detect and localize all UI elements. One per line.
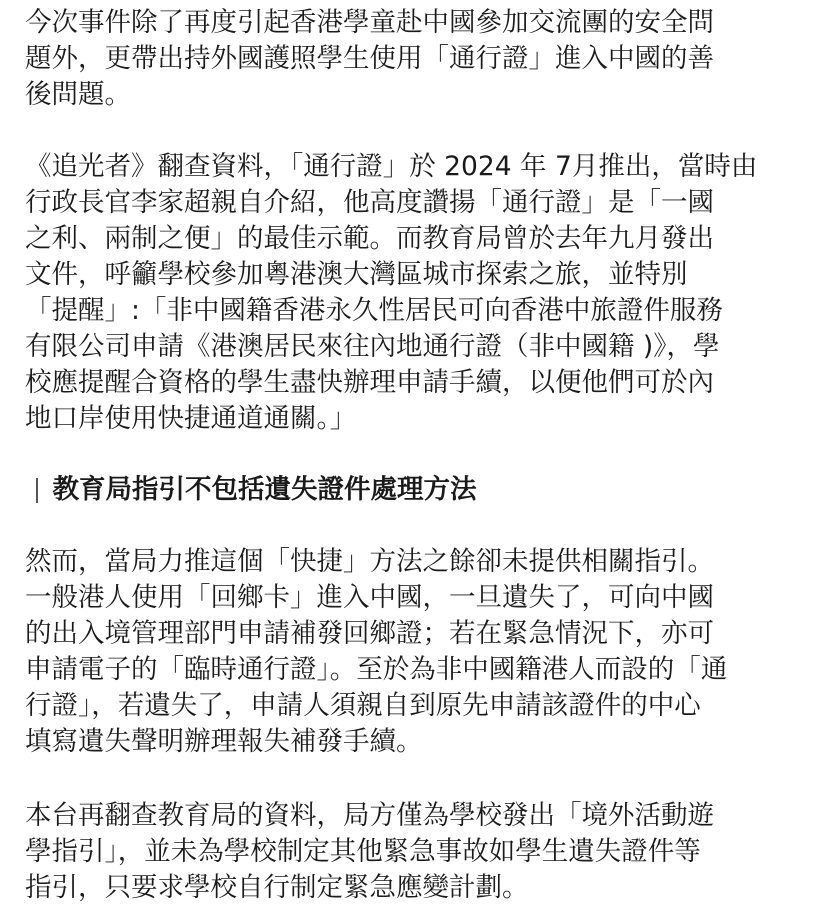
heading-bar-marker	[36, 478, 38, 503]
paragraph-lost-document	[25, 544, 727, 760]
text-line: 有限公司申請《港澳居民來往內地通行證（非中國籍 )》，學	[25, 331, 720, 362]
text-line: 《追光者》翻查資料，「通行證」於 2024 年 7月推出，當時由	[25, 151, 758, 182]
text-line: 然而，當局力推這個「快捷」方法之餘卻未提供相關指引。	[25, 546, 714, 577]
text-line: 指引，只要求學校自行制定緊急應變計劃。	[25, 872, 529, 903]
text-line: 行政長官李家超親自介紹，他高度讚揚「通行證」是「一國	[25, 187, 714, 218]
paragraph-investigation	[25, 149, 757, 437]
text-line: 一般港人使用「回鄉卡」進入中國，一旦遺失了，可向中國	[25, 582, 714, 613]
text-line: 「提醒」:「非中國籍香港永久性居民可向香港中旅證件服務	[25, 295, 723, 326]
paragraph-guidelines	[25, 798, 714, 906]
text-line: 地口岸使用快捷通道通關。」	[25, 403, 357, 434]
text-line: 題外，更帶出持外國護照學生使用「通行證」進入中國的善	[25, 43, 714, 74]
text-line: 今次事件除了再度引起香港學童赴中國參加交流團的安全問	[25, 7, 714, 38]
text-line: 校應提醒合資格的學生盡快辦理申請手續，以便他們可於內	[25, 367, 714, 398]
text-line: 行證」，若遺失了，申請人須親自到原先申請該證件的中心	[25, 690, 701, 721]
section-heading	[25, 472, 477, 508]
text-line: 之利、兩制之便」的最佳示範。而教育局曾於去年九月發出	[25, 223, 714, 254]
text-line: 的出入境管理部門申請補發回鄉證；若在緊急情況下，亦可	[25, 618, 714, 649]
text-line: 學指引」，並未為學校制定其他緊急事故如學生遺失證件等	[25, 836, 701, 867]
text-line: 填寫遺失聲明辦理報失補發手續。	[25, 726, 423, 757]
section-heading-text: 教育局指引不包括遺失證件處理方法	[52, 474, 477, 505]
text-line: 文件，呼籲學校參加粵港澳大灣區城市探索之旅，並特別	[25, 259, 688, 290]
text-line: 本台再翻查教育局的資料，局方僅為學校發出「境外活動遊	[25, 800, 714, 831]
text-line: 申請電子的「臨時通行證」。至於為非中國籍港人而設的「通	[25, 654, 728, 685]
paragraph-intro	[25, 5, 714, 113]
text-line: 後問題。	[25, 79, 131, 110]
